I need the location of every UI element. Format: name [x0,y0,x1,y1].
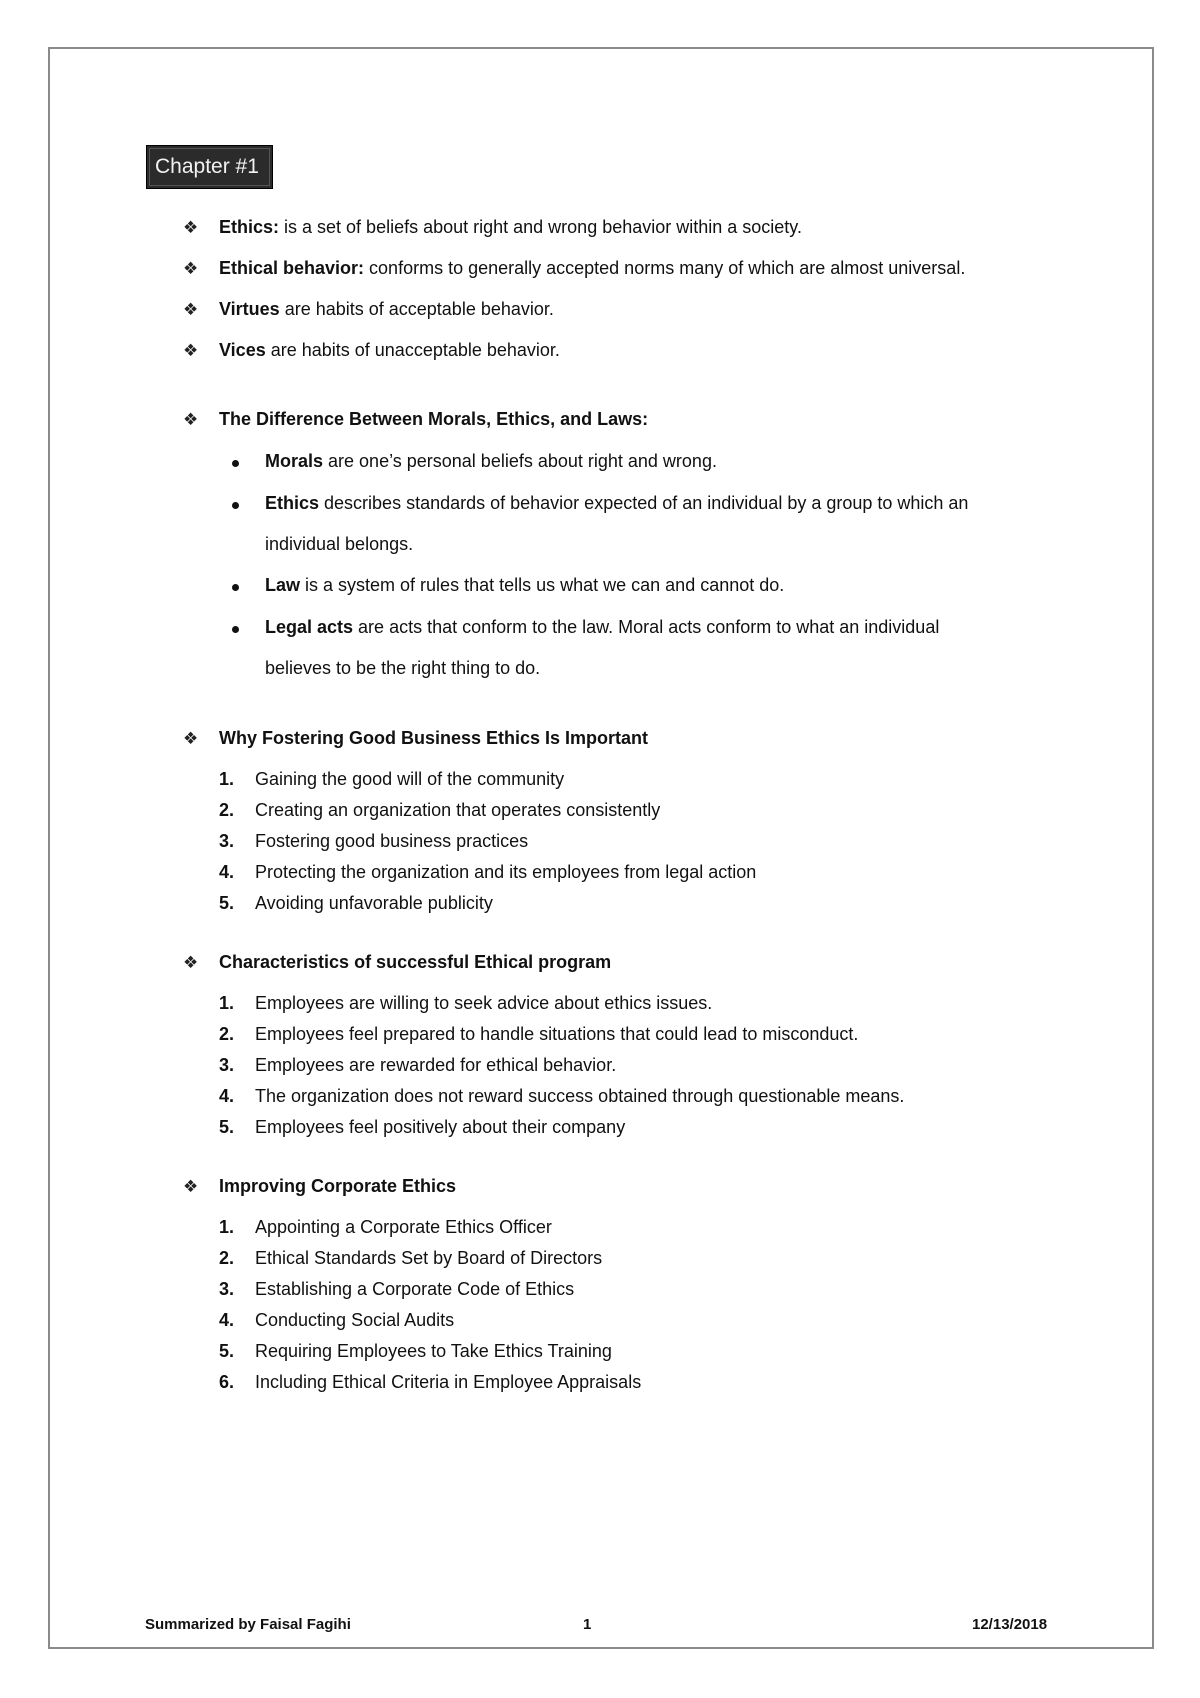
list-number: 6. [219,1372,235,1392]
list-number: 4. [219,862,235,882]
diamond-bullet-icon: ❖ [183,729,199,748]
list-item: Fostering good business practices [255,831,529,851]
difference-item-legal-acts: Legal acts are acts that conform to the law. Moral acts conform to what an individual [265,617,940,637]
round-bullet-icon [232,584,239,591]
list-item: Employees feel positively about their company [255,1117,626,1137]
list-number: 3. [219,831,235,851]
list-number: 1. [219,769,235,789]
difference-item-ethics: Ethics describes standards of behavior expected of an individual by a group to which an [265,493,969,513]
list-number: 5. [219,1341,235,1361]
round-bullet-icon [232,626,239,633]
list-number: 4. [219,1086,235,1106]
definition-ethical-behavior: Ethical behavior: conforms to generally accepted norms many of which are almost universal. [219,258,966,278]
list-item: Avoiding unfavorable publicity [255,893,493,913]
list-item: The organization does not reward success obtained through questionable means. [255,1086,905,1106]
list-item: Employees feel prepared to handle situations that could lead to misconduct. [255,1024,859,1044]
list-number: 4. [219,1310,235,1330]
list-number: 1. [219,1217,235,1237]
difference-item-law: Law is a system of rules that tells us what we can and cannot do. [265,575,785,595]
section-heading-importance: Why Fostering Good Business Ethics Is Important [219,728,649,748]
page-border [48,47,1154,1649]
list-number: 2. [219,1248,235,1268]
round-bullet-icon [232,460,239,467]
round-bullet-icon [232,502,239,509]
list-number: 5. [219,893,235,913]
diamond-bullet-icon: ❖ [183,1177,199,1196]
list-item: Appointing a Corporate Ethics Officer [255,1217,552,1237]
list-item: Conducting Social Audits [255,1310,455,1330]
diamond-bullet-icon: ❖ [183,300,199,319]
difference-item-ethics-continued: individual belongs. [265,534,414,554]
list-number: 3. [219,1279,235,1299]
definition-ethics: Ethics: is a set of beliefs about right and wrong behavior within a society. [219,217,802,237]
definition-vices: Vices are habits of unacceptable behavior. [219,340,560,360]
list-item: Creating an organization that operates consistently [255,800,661,820]
difference-item-morals: Morals are one’s personal beliefs about right and wrong. [265,451,717,471]
chapter-title: Chapter #1 [146,145,273,189]
section-heading-improving: Improving Corporate Ethics [219,1176,457,1196]
diamond-bullet-icon: ❖ [183,259,199,278]
list-item: Establishing a Corporate Code of Ethics [255,1279,575,1299]
diamond-bullet-icon: ❖ [183,218,199,237]
footer-date: 12/13/2018 [972,1616,1048,1633]
section-heading-difference: The Difference Between Morals, Ethics, and Laws: [219,409,649,429]
list-number: 2. [219,1024,235,1044]
difference-item-legal-acts-continued: believes to be the right thing to do. [265,658,541,678]
list-item: Employees are willing to seek advice about ethics issues. [255,993,713,1013]
list-item: Ethical Standards Set by Board of Directors [255,1248,603,1268]
list-item: Including Ethical Criteria in Employee Appraisals [255,1372,642,1392]
list-number: 3. [219,1055,235,1075]
list-number: 5. [219,1117,235,1137]
list-number: 1. [219,993,235,1013]
list-item: Requiring Employees to Take Ethics Training [255,1341,612,1361]
definition-virtues: Virtues are habits of acceptable behavior. [219,299,554,319]
list-number: 2. [219,800,235,820]
footer-author: Summarized by Faisal Fagihi [145,1616,351,1633]
list-item: Employees are rewarded for ethical behavior. [255,1055,617,1075]
list-item: Protecting the organization and its employees from legal action [255,862,757,882]
list-item: Gaining the good will of the community [255,769,565,789]
section-heading-characteristics: Characteristics of successful Ethical program [219,952,612,972]
footer-page-number: 1 [583,1616,592,1633]
diamond-bullet-icon: ❖ [183,953,199,972]
diamond-bullet-icon: ❖ [183,410,199,429]
diamond-bullet-icon: ❖ [183,341,199,360]
